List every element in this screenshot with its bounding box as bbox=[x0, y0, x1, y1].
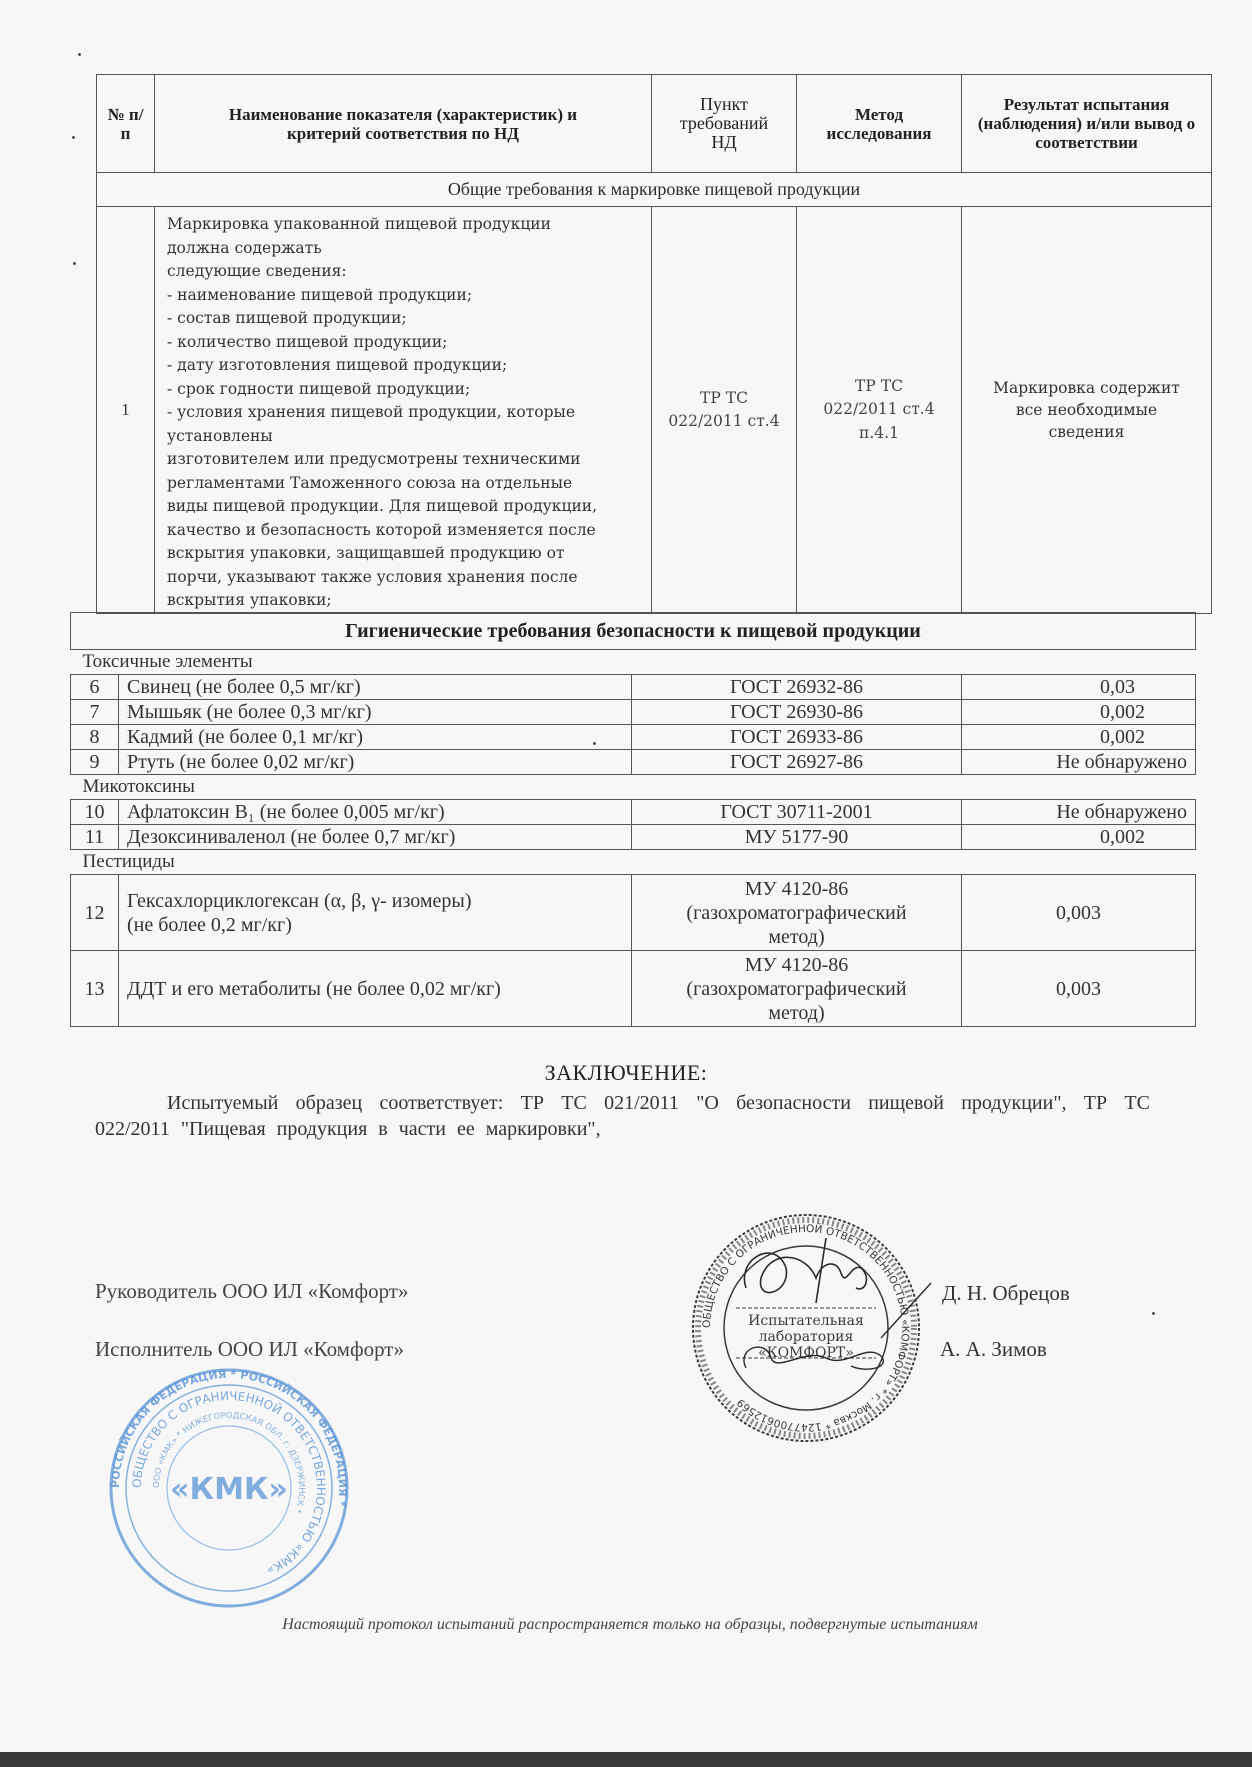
method-line: ТР ТС bbox=[855, 376, 903, 395]
hygiene-requirements-table bbox=[70, 612, 1196, 1027]
indicator-name: Мышьяк (не более 0,3 мг/кг) bbox=[119, 700, 632, 725]
table-row bbox=[71, 675, 1196, 700]
row-number: 7 bbox=[71, 700, 119, 725]
test-method bbox=[797, 207, 962, 614]
scan-speck bbox=[78, 53, 81, 56]
table-row bbox=[71, 800, 1196, 825]
kmk-stamp bbox=[104, 1363, 354, 1613]
indicator-name: Афлатоксин B₁ (не более 0,005 мг/кг) bbox=[119, 800, 632, 825]
table-header-row bbox=[97, 75, 1212, 173]
test-result: 0,002 bbox=[962, 825, 1196, 850]
row-number: 11 bbox=[71, 825, 119, 850]
desc-line: - срок годности пищевой продукции; bbox=[167, 379, 471, 398]
scan-speck bbox=[1152, 1312, 1155, 1315]
group-title-mycotoxins: Микотоксины bbox=[71, 775, 1196, 800]
section-row-general bbox=[97, 173, 1212, 207]
head-signature bbox=[744, 1238, 866, 1303]
row-number: 13 bbox=[71, 951, 119, 1027]
method-line: МУ 4120-86 bbox=[744, 953, 849, 976]
desc-line: - количество пищевой продукции; bbox=[167, 332, 448, 351]
method-line: МУ 4120-86 bbox=[744, 877, 849, 900]
stamp-center-line: лаборатория bbox=[758, 1329, 854, 1345]
desc-line: изготовителем или предусмотрены техническими bbox=[167, 450, 581, 468]
header-test-result: Результат испытания (наблюдения) и/или вывод о соответствии bbox=[962, 75, 1212, 173]
section-title-general: Общие требования к маркировке пищевой продукции bbox=[97, 173, 1212, 207]
stamp-outer-text: РОССИЙСКАЯ ФЕДЕРАЦИЯ * РОССИЙСКАЯ ФЕДЕРАЦИЯ * bbox=[108, 1367, 350, 1508]
indicator-name bbox=[119, 875, 632, 951]
desc-line: должна содержать bbox=[167, 238, 322, 257]
lab-stamp bbox=[676, 1208, 936, 1448]
clause-line: 022/2011 ст.4 bbox=[668, 412, 780, 430]
test-result: 0,002 bbox=[962, 700, 1196, 725]
method-line: метод) bbox=[768, 1001, 825, 1024]
desc-line: установлены bbox=[167, 426, 273, 445]
group-title-pesticides: Пестициды bbox=[71, 850, 1196, 875]
indicator-name: Кадмий (не более 0,1 мг/кг) bbox=[119, 725, 632, 750]
method-line: (газохроматографический bbox=[686, 977, 907, 1000]
stamp-center-line: Испытательная bbox=[748, 1313, 864, 1329]
section-row-hygiene bbox=[71, 613, 1196, 650]
row-number: 12 bbox=[71, 875, 119, 951]
stamp-ring-text: ОБЩЕСТВО С ОГРАНИЧЕННОЙ ОТВЕТСТВЕННОСТЬЮ «КОМФОРТ» * г. Москва * 1247700612569 bbox=[700, 1222, 912, 1434]
executor-signature-label: Исполнитель ООО ИЛ «Комфорт» bbox=[95, 1337, 404, 1361]
stamp-ring-text: ОБЩЕСТВО С ОГРАНИЧЕННОЙ ОТВЕТСТВЕННОСТЬЮ «КМК» bbox=[129, 1388, 329, 1578]
indicator-name: ДДТ и его метаболиты (не более 0,02 мг/кг) bbox=[119, 951, 632, 1027]
test-result: 0,003 bbox=[962, 875, 1196, 951]
scan-speck bbox=[72, 136, 75, 139]
desc-line: следующие сведения: bbox=[167, 262, 347, 280]
scan-bottom-edge bbox=[0, 1752, 1252, 1767]
desc-line: вскрытия упаковки, защищавшей продукцию от bbox=[167, 544, 565, 562]
header-number: № п/п bbox=[97, 75, 155, 173]
indicator-name: Дезоксиниваленол (не более 0,7 мг/кг) bbox=[119, 825, 632, 850]
table-row bbox=[71, 725, 1196, 750]
desc-line: вскрытия упаковки; bbox=[167, 591, 332, 609]
method-line: (газохроматографический bbox=[686, 901, 907, 924]
header-requirement-clause: Пункт требований НД bbox=[652, 75, 797, 173]
desc-line: Маркировка упакованной пищевой продукции bbox=[167, 215, 551, 233]
group-row-toxic bbox=[71, 650, 1196, 675]
footer-note: Настоящий протокол испытаний распространяется только на образцы, подвергнутые испытаниям bbox=[282, 1616, 978, 1633]
scan-speck bbox=[593, 742, 596, 745]
row-number: 6 bbox=[71, 675, 119, 700]
test-method: ГОСТ 30711-2001 bbox=[632, 800, 962, 825]
clause-line: ТР ТС bbox=[700, 388, 748, 407]
section-title-hygiene: Гигиенические требования безопасности к пищевой продукции bbox=[71, 613, 1196, 650]
test-result: Не обнаружено bbox=[962, 800, 1196, 825]
stamp-center-line: «КОМФОРТ» bbox=[758, 1345, 854, 1361]
head-signature-label: Руководитель ООО ИЛ «Комфорт» bbox=[95, 1279, 409, 1303]
group-row-pesticides bbox=[71, 850, 1196, 875]
desc-line: - состав пищевой продукции; bbox=[167, 309, 407, 327]
table-row bbox=[71, 875, 1196, 951]
stamp-inner-text: ООО «КМК» * НИЖЕГОРОДСКАЯ ОБЛ. г. ДЗЕРЖИНСК * bbox=[151, 1410, 307, 1515]
indicator-name-line: Гексахлорциклогексан (α, β, γ- изомеры) bbox=[127, 889, 472, 912]
conclusion-text: Испытуемый образец соответствует: ТР ТС 021/2011 "О безопасности пищевой продукции", ТР ТС 022/2011 "Пищевая продукция в части ее маркировки", bbox=[95, 1092, 1150, 1140]
method-line: 022/2011 ст.4 bbox=[823, 400, 935, 419]
test-method: ГОСТ 26930-86 bbox=[632, 700, 962, 725]
table-row bbox=[71, 750, 1196, 775]
test-method: ГОСТ 26927-86 bbox=[632, 750, 962, 775]
test-method: ГОСТ 26932-86 bbox=[632, 675, 962, 700]
test-method bbox=[632, 951, 962, 1027]
scan-speck bbox=[73, 262, 76, 265]
indicator-name: Свинец (не более 0,5 мг/кг) bbox=[119, 675, 632, 700]
requirement-clause bbox=[652, 207, 797, 614]
test-result: Не обнаружено bbox=[962, 750, 1196, 775]
desc-line: регламентами Таможенного союза на отдельные bbox=[167, 473, 573, 492]
group-row-mycotoxins bbox=[71, 775, 1196, 800]
header-test-method: Метод исследования bbox=[797, 75, 962, 173]
conclusion-title: ЗАКЛЮЧЕНИЕ: bbox=[544, 1060, 708, 1085]
test-result: 0,003 bbox=[962, 951, 1196, 1027]
header-indicator-name: Наименование показателя (характеристик) и критерий соответствия по НД bbox=[155, 75, 652, 173]
row-number: 10 bbox=[71, 800, 119, 825]
group-title-toxic-elements: Токсичные элементы bbox=[71, 650, 1196, 675]
desc-line: - наименование пищевой продукции; bbox=[167, 285, 473, 304]
stamp-center-text: «КМК» bbox=[170, 1472, 288, 1507]
marking-description bbox=[155, 207, 652, 614]
desc-line: виды пищевой продукции. Для пищевой продукции, bbox=[167, 497, 598, 515]
test-result: 0,03 bbox=[962, 675, 1196, 700]
table-row bbox=[71, 700, 1196, 725]
table-row bbox=[71, 825, 1196, 850]
method-line: п.4.1 bbox=[859, 423, 899, 442]
indicator-name: Ртуть (не более 0,02 мг/кг) bbox=[119, 750, 632, 775]
test-method: ГОСТ 26933-86 bbox=[632, 725, 962, 750]
desc-line: - дату изготовления пищевой продукции; bbox=[167, 356, 508, 374]
table-row bbox=[71, 951, 1196, 1027]
row-number: 8 bbox=[71, 725, 119, 750]
method-line: метод) bbox=[768, 925, 825, 948]
marking-requirements-table bbox=[96, 74, 1212, 614]
row-number: 1 bbox=[97, 207, 155, 614]
test-result: 0,002 bbox=[962, 725, 1196, 750]
table-row bbox=[97, 207, 1212, 614]
desc-line: - условия хранения пищевой продукции, которые bbox=[167, 403, 576, 421]
row-number: 9 bbox=[71, 750, 119, 775]
desc-line: порчи, указывают также условия хранения после bbox=[167, 567, 578, 586]
test-method bbox=[632, 875, 962, 951]
head-name: Д. Н. Обрецов bbox=[942, 1281, 1070, 1305]
indicator-name-line: (не более 0,2 мг/кг) bbox=[127, 913, 292, 936]
executor-name: А. А. Зимов bbox=[940, 1337, 1047, 1361]
test-method: МУ 5177-90 bbox=[632, 825, 962, 850]
desc-line: качество и безопасность которой изменяется после bbox=[167, 520, 596, 539]
test-result: Маркировка содержит все необходимые сведения bbox=[962, 207, 1212, 614]
